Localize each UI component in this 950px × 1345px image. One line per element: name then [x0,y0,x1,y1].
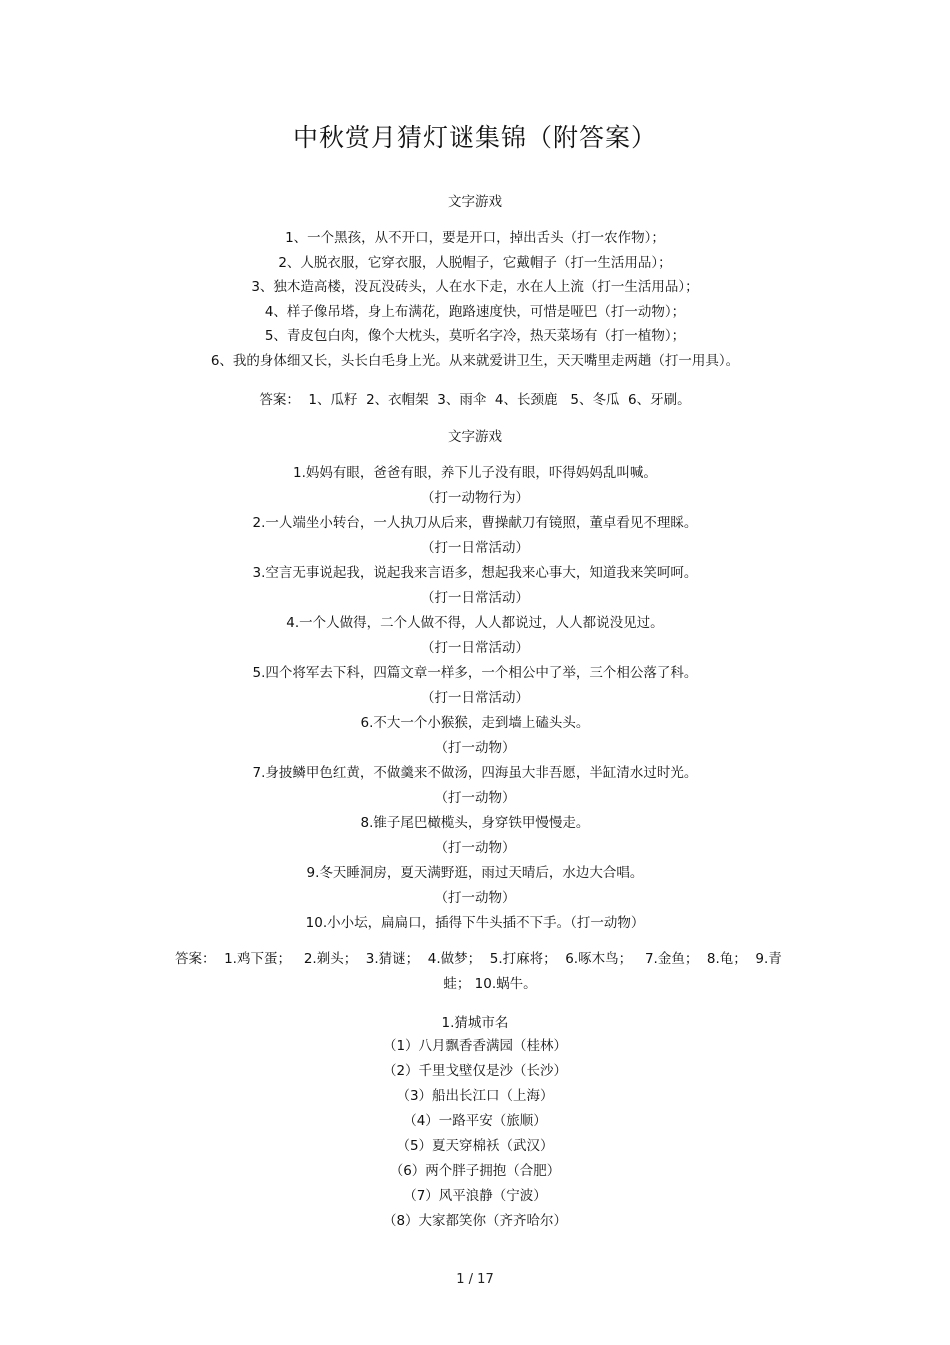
section1-riddles [0,226,950,373]
riddle-hint: （打一动物） [434,890,516,906]
riddle-hint: （打一日常活动） [421,690,529,706]
list-item: （3）船出长江口（上海） [396,1088,554,1104]
section2-heading: 文字游戏 [448,429,502,445]
list-item: （4）一路平安（旅顺） [403,1113,547,1129]
riddle-line: 5.四个将军去下科，四篇文章一样多，一个相公中了举，三个相公落了科。 [252,665,698,681]
section3-list [0,1034,950,1234]
riddle-line: 4、样子像吊塔，身上布满花，跑路速度快，可惜是哑巴（打一动物）； [264,303,686,320]
section2-answers [175,947,805,996]
list-item: （2）千里戈壁仅是沙（长沙） [382,1063,568,1079]
list-item: （8）大家都笑你（齐齐哈尔） [382,1213,568,1229]
riddle-hint: （打一日常活动） [421,640,529,656]
answers-line: 蛙； 10.蜗牛。 [443,975,537,992]
page-title: 中秋赏月猜灯谜集锦（附答案） [292,123,657,152]
section2-riddles [0,461,950,936]
riddle-hint: （打一动物） [434,840,516,856]
list-item: （7）风平浪静（宁波） [403,1188,547,1204]
riddle-line: 1.妈妈有眼，爸爸有眼，养下儿子没有眼，吓得妈妈乱叫喊。 [293,465,657,481]
riddle-hint: （打一日常活动） [421,590,529,606]
riddle-line: 7.身披鳞甲色红黄，不做羹来不做汤，四海虽大非吾愿，半缸清水过时光。 [252,765,698,781]
list-item: （5）夏天穿棉袄（武汉） [396,1138,554,1154]
riddle-hint: （打一动物） [434,790,516,806]
section3-heading: 1.猜城市名 [441,1015,509,1031]
riddle-line: 10.小小坛，扁扁口，插得下牛头插不下手。（打一动物） [305,915,645,931]
riddle-line: 4.一个人做得，二个人做不得，人人都说过，人人都说没见过。 [286,615,664,631]
riddle-hint: （打一动物行为） [421,490,529,506]
riddle-line: 1、一个黑孩，从不开口，要是开口，掉出舌头（打一农作物）； [285,230,665,246]
riddle-line: 3、独木造高楼，没瓦没砖头，人在水下走，水在人上流（打一生活用品）； [251,279,699,295]
riddle-line: 6.不大一个小猴猴，走到墙上磕头头。 [360,715,590,731]
section1-answers: 答案： 1、瓜籽 2、衣帽架 3、雨伞 4、长颈鹿 5、冬瓜 6、牙刷。 [259,392,691,408]
riddle-line: 3.空言无事说起我，说起我来言语多，想起我来心事大，知道我来笑呵呵。 [252,565,698,581]
list-item: （6）两个胖子拥抱（合肥） [389,1163,561,1179]
riddle-line: 9.冬天睡洞房，夏天满野逛，雨过天晴后，水边大合唱。 [306,865,644,881]
riddle-line: 8.锥子尾巴橄榄头，身穿铁甲慢慢走。 [360,815,590,831]
answers-line: 答案： 1.鸡下蛋； 2.剃头； 3.猜谜； 4.做梦； 5.打麻将； 6.啄木鸟； 7.金鱼； 8.龟； 9.青 [175,951,782,967]
page-indicator: 1 / 17 [456,1272,494,1287]
list-item: （1）八月飘香香满园（桂林） [382,1038,568,1054]
riddle-hint: （打一动物） [434,740,516,756]
section1-heading: 文字游戏 [448,194,502,210]
riddle-line: 2、人脱衣服，它穿衣服，人脱帽子，它戴帽子（打一生活用品）； [278,254,672,271]
riddle-line: 5、青皮包白肉，像个大枕头，莫听名字冷，热天菜场有（打一植物）； [264,328,686,344]
riddle-hint: （打一日常活动） [421,540,529,556]
riddle-line: 6、我的身体细又长，头长白毛身上光。从来就爱讲卫生，天天嘴里走两趟（打一用具）。 [210,352,740,369]
riddle-line: 2.一人端坐小转台，一人执刀从后来，曹操献刀有镜照，董卓看见不理睬。 [252,515,698,531]
